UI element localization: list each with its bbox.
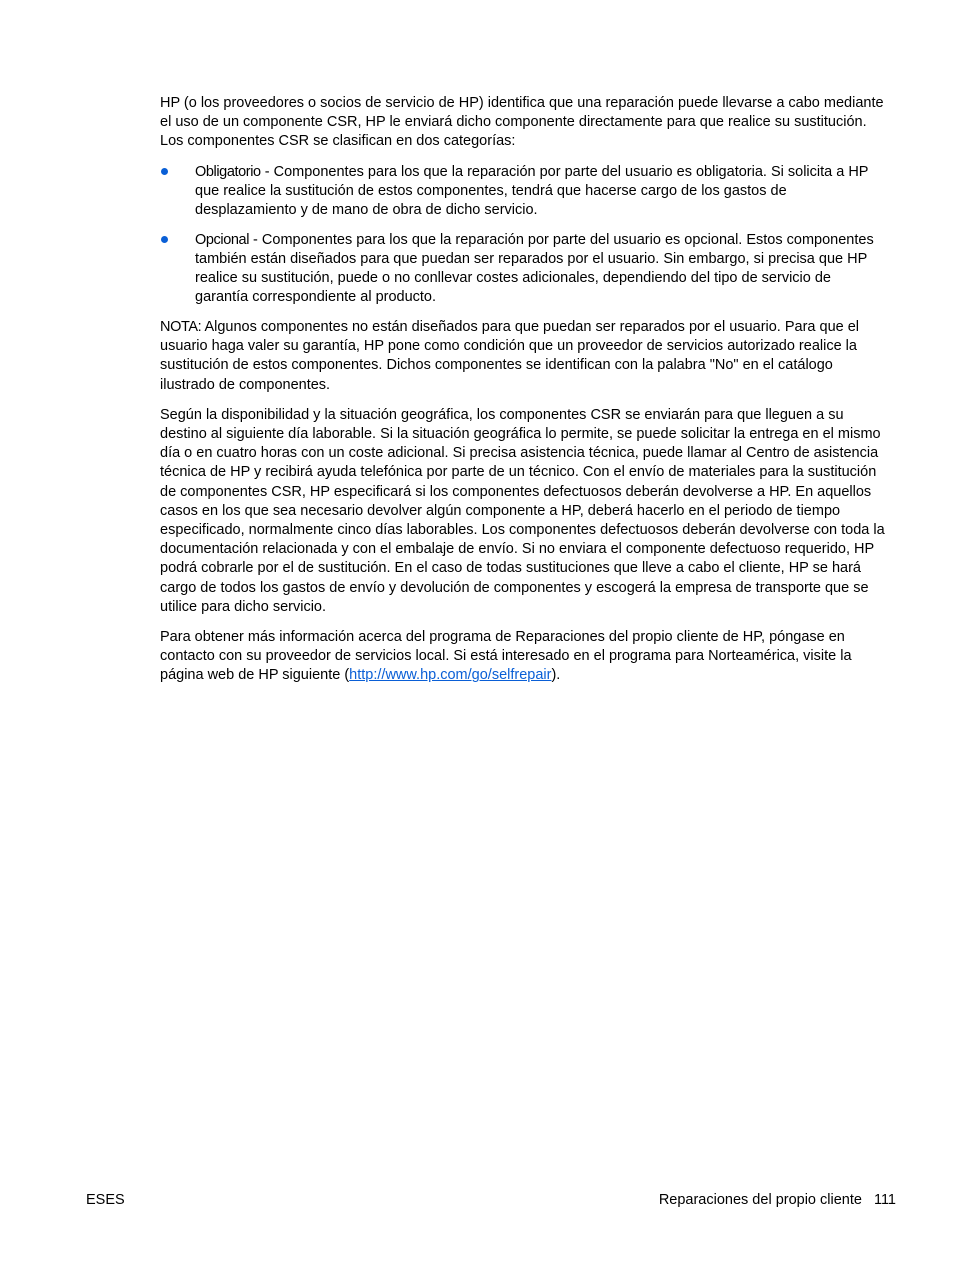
more-info-closing: ).	[551, 667, 561, 684]
description-obligatorio: - Componentes para los que la reparación por parte del usuario es obligatoria. Si solicita a HP que realice la sustitución de estos componentes, tendrá que hacerse cargo de los gastos de desplazamiento y de mano de obra de dicho servicio.	[195, 163, 869, 219]
intro-paragraph: HP (o los proveedores o socios de servicio de HP) identifica que una reparación puede llevarse a cabo mediante el uso de un componente CSR, HP le enviará dicho componente directamente para que realice su sustitución. Los componentes CSR se clasifican en dos categorías:	[160, 95, 884, 150]
selfrepair-link[interactable]: http://www.hp.com/go/selfrepair	[349, 667, 552, 684]
footer-section-title: Reparaciones del propio cliente	[658, 1192, 862, 1208]
term-obligatorio: Obligatorio	[195, 163, 261, 180]
list-item-obligatorio	[160, 163, 886, 221]
footer-locale: ESES	[86, 1192, 125, 1208]
term-opcional: Opcional	[195, 231, 250, 248]
document-body	[160, 94, 886, 697]
note-text: Algunos componentes no están diseñados para que puedan ser reparados por el usuario. Para que el usuario haga valer su garantía, HP pone como condición que un proveedor de servicios autorizado realice la sustitución de estos componentes. Dichos componentes se identifican con la palabra "No" en el catálogo ilustrado de componentes.	[160, 319, 860, 393]
bullet-icon	[161, 236, 168, 243]
more-info-paragraph	[160, 628, 886, 686]
availability-paragraph: Según la disponibilidad y la situación geográfica, los componentes CSR se enviarán para que lleguen a su destino al siguiente día laborable. Si la situación geográfica lo permite, se puede solicitar la entrega en el mismo día o en cuatro horas con un coste adicional. Si precisa asistencia técnica, puede llamar al Centro de asistencia técnica de HP y recibirá ayuda telefónica por parte de un técnico. Con el envío de materiales para la sustitución de componentes CSR, HP especificará si los componentes defectuosos deberán devolverse a HP. En aquellos casos en los que sea necesario devolver algún componente a HP, deberá hacerlo en el periodo de tiempo especificado, normalmente cinco días laborables. Los componentes defectuosos deberán devolverse con toda la documentación relacionada y con el embalaje de envío. Si no enviara el componente defectuoso requerido, HP podrá cobrarle por el de sustitución. En el caso de todas sustituciones que lleve a cabo el cliente, HP se hará cargo de todos los gastos de envío y devolución de componentes y escogerá la empresa de transporte que se utilice para dicho servicio.	[160, 406, 885, 615]
description-opcional: - Componentes para los que la reparación por parte del usuario es opcional. Estos componentes también están diseñados para que puedan ser reparados por el usuario. Sin embargo, si precisa que HP realice su sustitución, puede o no conllevar costes adicionales, dependiendo del tipo de servicio de garantía correspondiente al producto.	[195, 231, 874, 306]
note-paragraph	[160, 318, 886, 395]
footer-section	[659, 1191, 896, 1210]
more-info-text: Para obtener más información acerca del programa de Reparaciones del propio cliente de HP, póngase en contacto con su proveedor de servicios local. Si está interesado en el programa para Norteamérica, visite la página web de HP siguiente (	[160, 629, 852, 684]
list-item-opcional	[160, 231, 886, 308]
note-label: NOTA:	[160, 319, 202, 336]
bullet-icon	[161, 168, 168, 175]
page-number: 111	[873, 1192, 896, 1208]
category-list	[160, 163, 886, 308]
